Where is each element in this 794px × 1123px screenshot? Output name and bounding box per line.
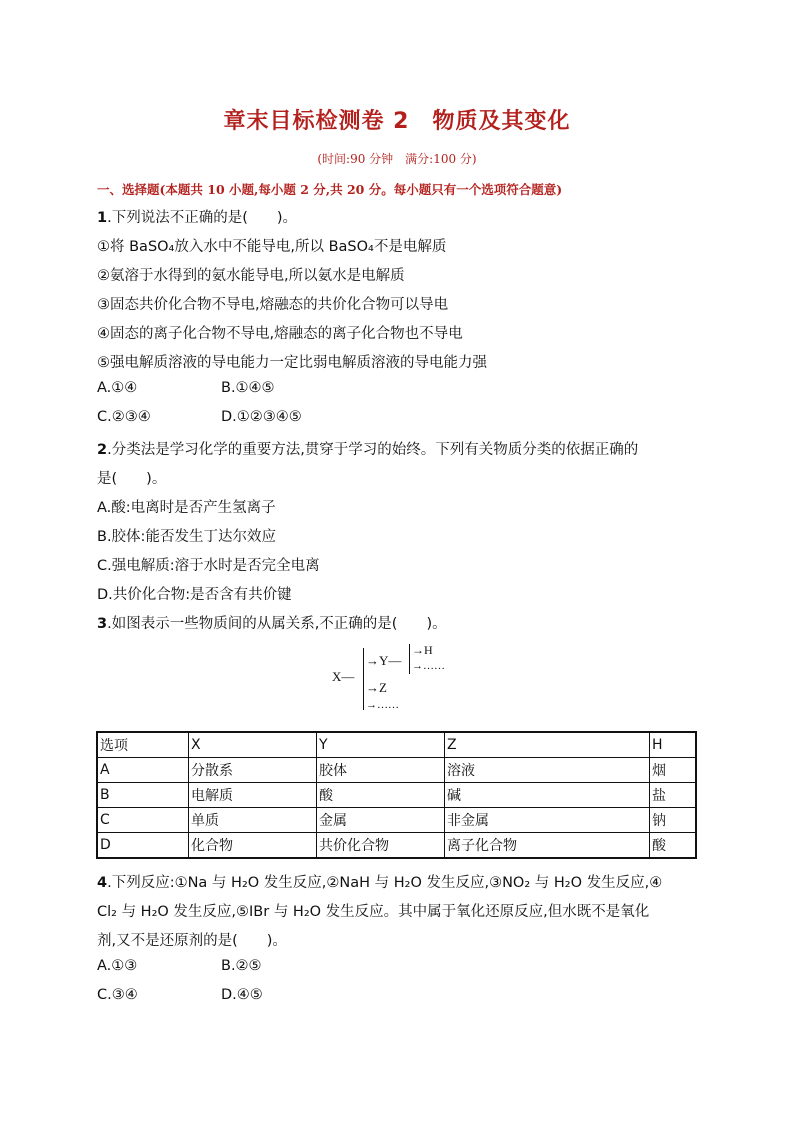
option-a[interactable]: A.①③ xyxy=(97,958,138,974)
diagram-bracket xyxy=(363,648,364,710)
question-number: 3 xyxy=(97,616,108,632)
table-cell: 酸 xyxy=(317,783,445,808)
table-cell: D xyxy=(97,833,189,859)
option-b[interactable]: B.②⑤ xyxy=(221,958,262,974)
table-header-cell: Y xyxy=(317,732,445,758)
table-header-cell: 选项 xyxy=(97,732,189,758)
question-number: 4 xyxy=(97,875,108,891)
table-cell: 钠 xyxy=(650,808,697,833)
option-b[interactable]: B.胶体:能否发生丁达尔效应 xyxy=(97,529,276,545)
table-cell: 碱 xyxy=(445,783,650,808)
diagram-node-z: →Z xyxy=(366,680,387,695)
question-text: .分类法是学习化学的重要方法,贯穿于学习的始终。下列有关物质分类的依据正确的 xyxy=(107,442,639,458)
question-text: .下列反应:①Na 与 H₂O 发生反应,②NaH 与 H₂O 发生反应,③NO₂ 与 H₂O 发生反应,④ xyxy=(107,875,663,891)
table-header-row xyxy=(97,732,696,758)
option-row xyxy=(97,409,302,425)
question-3-stem xyxy=(97,612,447,633)
diagram-node-x: X— xyxy=(332,669,355,684)
exam-info: (时间:90 分钟 满分:100 分) xyxy=(317,152,477,166)
table-cell: 烟 xyxy=(650,758,697,783)
classification-diagram xyxy=(330,644,490,714)
option-a[interactable]: A.①④ xyxy=(97,380,138,396)
option-a[interactable]: A.酸:电离时是否产生氢离子 xyxy=(97,500,276,516)
table-cell: 离子化合物 xyxy=(445,833,650,859)
option-row xyxy=(97,380,275,396)
question-4-stem xyxy=(97,871,662,892)
section-heading: 一、选择题(本题共 10 小题,每小题 2 分,共 20 分。每小题只有一个选项符合题意) xyxy=(97,182,563,197)
question-2-stem xyxy=(97,438,638,459)
question-text-continued: 剂,又不是还原剂的是( )。 xyxy=(97,933,287,949)
option-c[interactable]: C.②③④ xyxy=(97,409,151,425)
question-number: 2 xyxy=(97,442,108,458)
table-row xyxy=(97,808,696,833)
diagram-ellipsis: →…… xyxy=(366,699,399,711)
diagram-node-y: →Y— xyxy=(366,653,402,668)
option-row xyxy=(97,987,263,1003)
question-text-continued: Cl₂ 与 H₂O 发生反应,⑤IBr 与 H₂O 发生反应。其中属于氧化还原反应,但水既不是氧化 xyxy=(97,904,650,920)
table-cell: 胶体 xyxy=(317,758,445,783)
table-cell: 金属 xyxy=(317,808,445,833)
option-d[interactable]: D.①②③④⑤ xyxy=(221,409,302,425)
option-d[interactable]: D.共价化合物:是否含有共价键 xyxy=(97,587,292,603)
question-text-continued: 是( )。 xyxy=(97,471,167,487)
table-cell: 酸 xyxy=(650,833,697,859)
statement: ④固态的离子化合物不导电,熔融态的离子化合物也不导电 xyxy=(97,326,463,342)
table-cell: B xyxy=(97,783,189,808)
table-header-cell: H xyxy=(650,732,697,758)
diagram-node-h: →H xyxy=(412,643,433,657)
table-header-cell: X xyxy=(189,732,317,758)
table-cell: 分散系 xyxy=(189,758,317,783)
statement: ③固态共价化合物不导电,熔融态的共价化合物可以导电 xyxy=(97,297,449,313)
table-cell: 溶液 xyxy=(445,758,650,783)
question-1-stem xyxy=(97,206,297,227)
option-d[interactable]: D.④⑤ xyxy=(221,987,263,1003)
option-c[interactable]: C.③④ xyxy=(97,987,138,1003)
table-cell: 化合物 xyxy=(189,833,317,859)
statement: ②氨溶于水得到的氨水能导电,所以氨水是电解质 xyxy=(97,268,405,284)
table-header-cell: Z xyxy=(445,732,650,758)
diagram-bracket xyxy=(409,644,410,674)
options-table xyxy=(96,731,697,859)
table-cell: A xyxy=(97,758,189,783)
statement: ⑤强电解质溶液的导电能力一定比弱电解质溶液的导电能力强 xyxy=(97,355,487,371)
question-text: .如图表示一些物质间的从属关系,不正确的是( )。 xyxy=(107,616,447,632)
question-number: 1 xyxy=(97,210,108,226)
diagram-ellipsis: →…… xyxy=(412,660,445,672)
table-row xyxy=(97,833,696,859)
table-cell: 非金属 xyxy=(445,808,650,833)
table-row xyxy=(97,783,696,808)
option-b[interactable]: B.①④⑤ xyxy=(221,380,275,396)
table-cell: 盐 xyxy=(650,783,697,808)
table-cell: 共价化合物 xyxy=(317,833,445,859)
question-text: .下列说法不正确的是( )。 xyxy=(107,210,298,226)
table-row xyxy=(97,758,696,783)
table-cell: 单质 xyxy=(189,808,317,833)
table-cell: 电解质 xyxy=(189,783,317,808)
option-c[interactable]: C.强电解质:溶于水时是否完全电离 xyxy=(97,558,320,574)
option-row xyxy=(97,958,262,974)
page-title: 章末目标检测卷 2 物质及其变化 xyxy=(223,109,571,134)
statement: ①将 BaSO₄放入水中不能导电,所以 BaSO₄不是电解质 xyxy=(97,239,447,255)
table-cell: C xyxy=(97,808,189,833)
